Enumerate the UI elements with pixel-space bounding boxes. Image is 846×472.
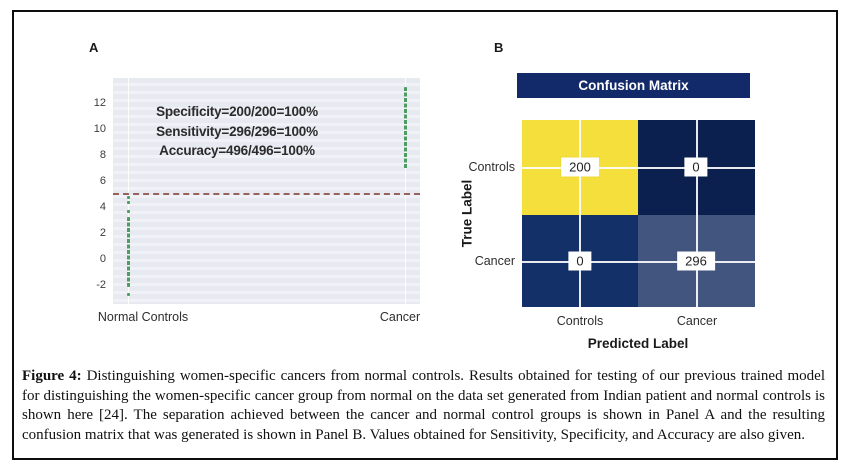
sensitivity-text: Sensitivity=296/296=100%	[156, 123, 318, 139]
col-label-controls: Controls	[556, 314, 604, 328]
col-label-cancer: Cancer	[676, 314, 718, 328]
data-cluster-normal-controls	[127, 217, 130, 287]
predicted-label-axis-title: Predicted Label	[587, 336, 689, 351]
y-tick-label: 8	[99, 148, 106, 161]
value-false-negative: 0	[568, 252, 591, 271]
data-point	[127, 196, 130, 199]
y-tick-label: 4	[99, 200, 106, 213]
specificity-text: Specificity=200/200=100%	[156, 104, 318, 119]
y-axis-ticks	[78, 78, 106, 304]
row-label-cancer: Cancer	[474, 254, 515, 268]
data-cluster-cancer	[404, 87, 407, 169]
value-false-positive: 0	[684, 158, 707, 177]
confusion-matrix	[522, 120, 755, 307]
accuracy-text: Accuracy=496/496=100%	[159, 143, 315, 158]
data-point	[127, 201, 130, 204]
true-label-axis-title: True Label	[459, 179, 475, 248]
row-label-controls: Controls	[468, 160, 515, 174]
panel-b-label: B	[494, 40, 504, 55]
metrics-annotation	[137, 102, 337, 161]
confusion-matrix-title: Confusion Matrix	[578, 78, 689, 93]
data-point	[127, 293, 130, 296]
y-tick-label: -2	[96, 278, 106, 291]
y-tick-label: 0	[99, 252, 106, 265]
figure-caption-text: Distinguishing women-specific cancers from normal controls. Results obtained for testing of our previous trained model for distinguishing the women-specific cancer group from normal on the data set generated from Indian patient and normal controls is shown here [24]. The separation achieved between the cancer and normal control groups is shown in Panel A and the resulting confusion matrix that was generated is shown in Panel B. Values obtained for Sensitivity, Specificity, and Accuracy are also given.	[22, 368, 825, 443]
matrix-gridline	[522, 167, 755, 169]
y-tick-label: 2	[99, 226, 106, 239]
matrix-gridline	[522, 261, 755, 263]
matrix-gridline	[696, 120, 698, 307]
value-true-positive: 296	[677, 252, 715, 271]
x-category-cancer: Cancer	[379, 310, 421, 324]
decision-threshold-line	[113, 193, 420, 195]
x-category-normal-controls: Normal Controls	[97, 310, 189, 324]
confusion-matrix-title-banner	[517, 73, 750, 98]
y-tick-label: 12	[93, 96, 106, 109]
scatter-plot	[113, 78, 420, 304]
matrix-gridline	[579, 120, 581, 307]
figure-caption	[22, 367, 825, 445]
figure-caption-label: Figure 4:	[22, 368, 82, 384]
y-tick-label: 6	[99, 174, 106, 187]
y-tick-label: 10	[93, 122, 106, 135]
value-true-negative: 200	[561, 158, 599, 177]
panel-a-label: A	[89, 40, 99, 55]
data-point	[127, 210, 130, 213]
